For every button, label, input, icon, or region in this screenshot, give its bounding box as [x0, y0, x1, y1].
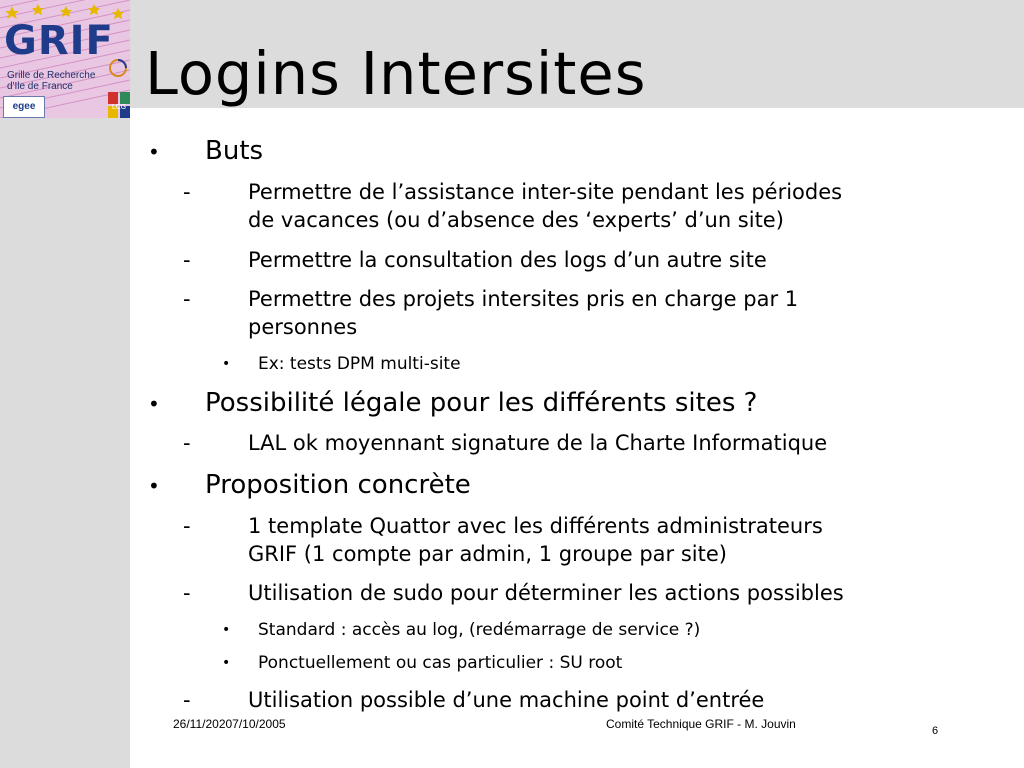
- goal-item-3-sub-1: Ex: tests DPM multi-site: [258, 354, 461, 374]
- goal-item-1-line-1: Permettre de l’assistance inter-site pendant les périodes: [248, 180, 843, 204]
- proposal-item-3: Utilisation possible d’une machine point d’entrée: [248, 688, 765, 712]
- dash-goal-1: -: [183, 180, 191, 204]
- egee-logo: egee: [3, 96, 45, 118]
- slide-title: Logins Intersites: [145, 39, 647, 108]
- goal-item-1-line-2: de vacances (ou d’absence des ‘experts’ d’un site): [248, 208, 784, 232]
- proposal-item-2-sub-2: Ponctuellement ou cas particulier : SU root: [258, 653, 623, 673]
- logo-subtitle-line-2: d'Ile de France: [7, 81, 73, 92]
- bullet-legal: •: [148, 392, 160, 416]
- dash-goal-2: -: [183, 248, 191, 272]
- goal-item-2-line-1: Permettre la consultation des logs d’un autre site: [248, 248, 767, 272]
- dash-goal-3: -: [183, 287, 191, 311]
- bullet-proposal: •: [148, 474, 160, 498]
- page-number: 6: [932, 725, 939, 737]
- footer-center-text: Comité Technique GRIF - M. Jouvin: [606, 717, 796, 731]
- bullet-proposal-2-sub-1: •: [222, 622, 231, 638]
- logo-subtitle-line-1: Grille de Recherche: [7, 70, 96, 81]
- proposal-item-2-sub-1: Standard : accès au log, (redémarrage de service ?): [258, 620, 701, 640]
- dash-legal-1: -: [183, 431, 191, 455]
- proposal-item-2: Utilisation de sudo pour déterminer les actions possibles: [248, 581, 844, 605]
- dash-proposal-1: -: [183, 514, 191, 538]
- logo-title: GRIF: [4, 18, 114, 64]
- bullet-proposal-2-sub-2: •: [222, 655, 231, 671]
- heading-goals: Buts: [205, 136, 264, 166]
- heading-legal: Possibilité légale pour les différents sites ?: [205, 388, 758, 418]
- goal-item-3-line-2: personnes: [248, 315, 358, 339]
- dash-proposal-3: -: [183, 688, 191, 712]
- bullet-goal-3-sub-1: •: [222, 356, 231, 372]
- goal-item-3-line-1: Permettre des projets intersites pris en charge par 1: [248, 287, 799, 311]
- footer-date: 26/11/20207/10/2005: [173, 717, 286, 731]
- bullet-goals: •: [148, 140, 160, 164]
- lcg-logo-text: LCG: [111, 103, 127, 111]
- proposal-item-1-line-1: 1 template Quattor avec les différents administrateurs: [248, 514, 823, 538]
- proposal-item-1-line-2: GRIF (1 compte par admin, 1 groupe par site): [248, 542, 727, 566]
- dash-proposal-2: -: [183, 581, 191, 605]
- legal-item-1: LAL ok moyennant signature de la Charte Informatique: [248, 431, 828, 455]
- heading-proposal: Proposition concrète: [205, 470, 471, 500]
